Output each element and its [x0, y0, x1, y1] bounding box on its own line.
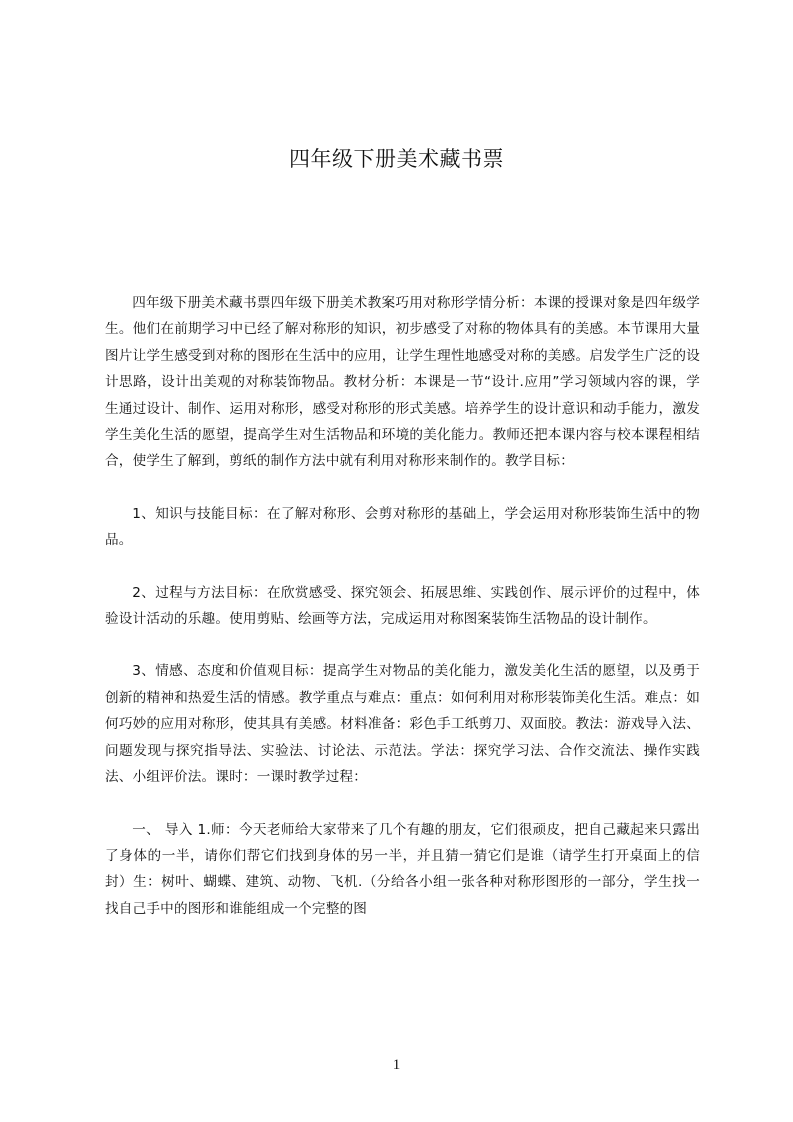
document-title: 四年级下册美术藏书票 [289, 147, 504, 171]
paragraph-goal-process: 2、过程与方法目标：在欣赏感受、探究领会、拓展思维、实践创作、展示评价的过程中，体验设计活动的乐趣。使用剪贴、绘画等方法，完成运用对称图案装饰生活物品的设计制作。 [105, 584, 700, 628]
document-body [105, 290, 700, 922]
paragraph-goal-emotion: 3、情感、态度和价值观目标：提高学生对物品的美化能力，激发美化生活的愿望，以及勇于创新的精神和热爱生活的情感。教学重点与难点：重点：如何利用对称形装饰美化生活。难点：如何巧妙的应用对称形，使其具有美感。材料准备：彩色手工纸剪刀、双面胶。教法：游戏导入法、问题发现与探究指导法、实验法、讨论法、示范法。学法：探究学习法、合作交流法、操作实践法、小组评价法。课时：一课时教学过程： [105, 663, 700, 786]
paragraph-intro: 四年级下册美术藏书票四年级下册美术教案巧用对称形学情分析：本课的授课对象是四年级学生。他们在前期学习中已经了解对称形的知识，初步感受了对称的物体具有的美感。本节课用大量图片让学生感受到对称的图形在生活中的应用，让学生理性地感受对称的美感。启发学生广泛的设计思路，设计出美观的对称装饰物品。教材分析：本课是一节“设计.应用”学习领域内容的课，学生通过设计、制作、运用对称形，感受对称形的形式美感。培养学生的设计意识和动手能力，激发学生美化生活的愿望，提高学生对生活物品和环境的美化能力。教师还把本课内容与校本课程相结合，使学生了解到，剪纸的制作方法中就有利用对称形来制作的。教学目标： [105, 295, 700, 470]
paragraph-goal-knowledge: 1、知识与技能目标：在了解对称形、会剪对称形的基础上，学会运用对称形装饰生活中的物品。 [105, 505, 700, 549]
page-number: 1 [392, 1057, 401, 1073]
paragraph-introduction-step: 一、 导入 1.师：今天老师给大家带来了几个有趣的朋友，它们很顽皮，把自己藏起来只露出了身体的一半，请你们帮它们找到身体的另一半，并且猜一猜它们是谁（请学生打开桌面上的信封）生：树叶、蝴蝶、建筑、动物、飞机.（分给各小组一张各种对称形图形的一部分，学生找一找自己手中的图形和谁能组成一个完整的图 [105, 821, 700, 917]
